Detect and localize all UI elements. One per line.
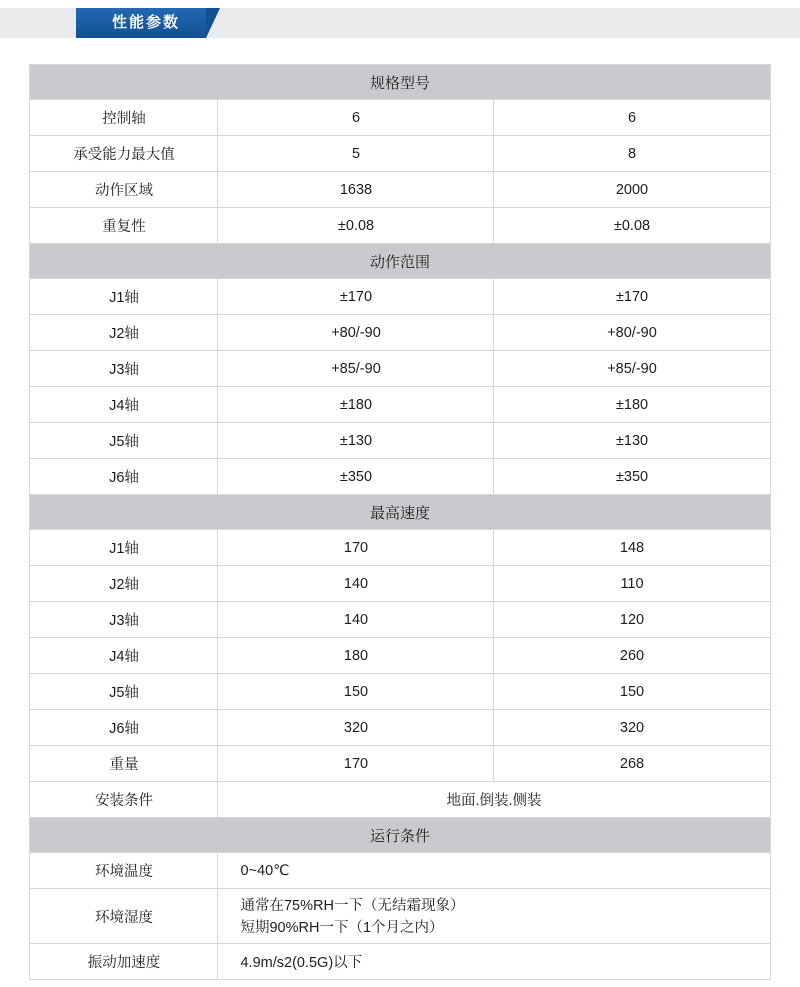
table-row (30, 136, 770, 172)
row-label: J3轴 (30, 351, 218, 387)
row-label: J1轴 (30, 279, 218, 315)
row-value-b: 110 (494, 566, 770, 602)
table-row (30, 782, 770, 818)
table-row (30, 746, 770, 782)
table-row (30, 387, 770, 423)
table-row (30, 853, 770, 889)
row-label: 控制轴 (30, 100, 218, 136)
table-row (30, 710, 770, 746)
table-row (30, 208, 770, 244)
table-row (30, 889, 770, 944)
row-label: 动作区域 (30, 172, 218, 208)
row-value-b: 6 (494, 100, 770, 136)
row-label: 重量 (30, 746, 218, 782)
table-row (30, 172, 770, 208)
table-row (30, 530, 770, 566)
row-value-a: ±350 (218, 459, 494, 495)
humidity-line-2: 短期90%RH一下（1个月之内） (240, 920, 444, 936)
row-value-b: ±0.08 (494, 208, 770, 244)
row-label: J5轴 (30, 674, 218, 710)
row-label: J1轴 (30, 530, 218, 566)
row-label: 重复性 (30, 208, 218, 244)
row-value-a: 5 (218, 136, 494, 172)
row-value-a: ±180 (218, 387, 494, 423)
row-label-vibration-acceleration: 振动加速度 (30, 944, 218, 980)
row-value-a: 180 (218, 638, 494, 674)
table-row (30, 315, 770, 351)
row-value-b: 320 (494, 710, 770, 746)
section-heading-max-speed: 最高速度 (30, 495, 770, 530)
row-value-a: 170 (218, 530, 494, 566)
row-value-a: 140 (218, 602, 494, 638)
table-row (30, 638, 770, 674)
table-row (30, 100, 770, 136)
section-header (0, 0, 800, 46)
row-value-b: +80/-90 (494, 315, 770, 351)
humidity-line-1: 通常在75%RH一下（无结霜现象） (240, 897, 465, 914)
row-value-a: ±130 (218, 423, 494, 459)
table-row (30, 566, 770, 602)
row-value-a: ±170 (218, 279, 494, 315)
row-value-b: 148 (494, 530, 770, 566)
row-label: J5轴 (30, 423, 218, 459)
row-value-a: ±0.08 (218, 208, 494, 244)
table-row (30, 279, 770, 315)
row-value-a: 1638 (218, 172, 494, 208)
row-value-b: ±180 (494, 387, 770, 423)
row-value-b: ±350 (494, 459, 770, 495)
row-value-b: 2000 (494, 172, 770, 208)
row-value-b: 150 (494, 674, 770, 710)
row-value-a: 320 (218, 710, 494, 746)
table-section-row (30, 818, 770, 853)
section-title-tab: 性能参数 (76, 8, 206, 38)
table-row (30, 351, 770, 387)
row-value-ambient-humidity (218, 889, 770, 944)
row-label: J4轴 (30, 638, 218, 674)
row-value-b: ±130 (494, 423, 770, 459)
table-section-row (30, 65, 770, 100)
table-row (30, 944, 770, 980)
row-value-b: +85/-90 (494, 351, 770, 387)
row-label: J2轴 (30, 566, 218, 602)
row-value-b: 260 (494, 638, 770, 674)
row-label-ambient-temperature: 环境温度 (30, 853, 218, 889)
row-value-a: +80/-90 (218, 315, 494, 351)
row-value-b: ±170 (494, 279, 770, 315)
row-label: J4轴 (30, 387, 218, 423)
row-label: 承受能力最大值 (30, 136, 218, 172)
table-row (30, 459, 770, 495)
table-row (30, 423, 770, 459)
specification-table (29, 64, 770, 980)
row-value-vibration-acceleration: 4.9m/s2(0.5G)以下 (218, 944, 770, 980)
row-value-b: 268 (494, 746, 770, 782)
section-heading-model: 规格型号 (30, 65, 770, 100)
row-value-b: 8 (494, 136, 770, 172)
row-label: J6轴 (30, 459, 218, 495)
row-label: J2轴 (30, 315, 218, 351)
section-heading-operating-conditions: 运行条件 (30, 818, 770, 853)
row-value-a: +85/-90 (218, 351, 494, 387)
table-row (30, 674, 770, 710)
table-section-row (30, 244, 770, 279)
row-label: J3轴 (30, 602, 218, 638)
row-label-ambient-humidity: 环境湿度 (30, 889, 218, 944)
row-label-mounting: 安装条件 (30, 782, 218, 818)
row-value-ambient-temperature: 0~40℃ (218, 853, 770, 889)
row-value-b: 120 (494, 602, 770, 638)
row-label: J6轴 (30, 710, 218, 746)
row-value-a: 170 (218, 746, 494, 782)
row-value-mounting: 地面.倒装.侧装 (218, 782, 770, 818)
row-value-a: 6 (218, 100, 494, 136)
table-row (30, 602, 770, 638)
table-section-row (30, 495, 770, 530)
section-heading-motion-range: 动作范围 (30, 244, 770, 279)
row-value-a: 140 (218, 566, 494, 602)
row-value-a: 150 (218, 674, 494, 710)
